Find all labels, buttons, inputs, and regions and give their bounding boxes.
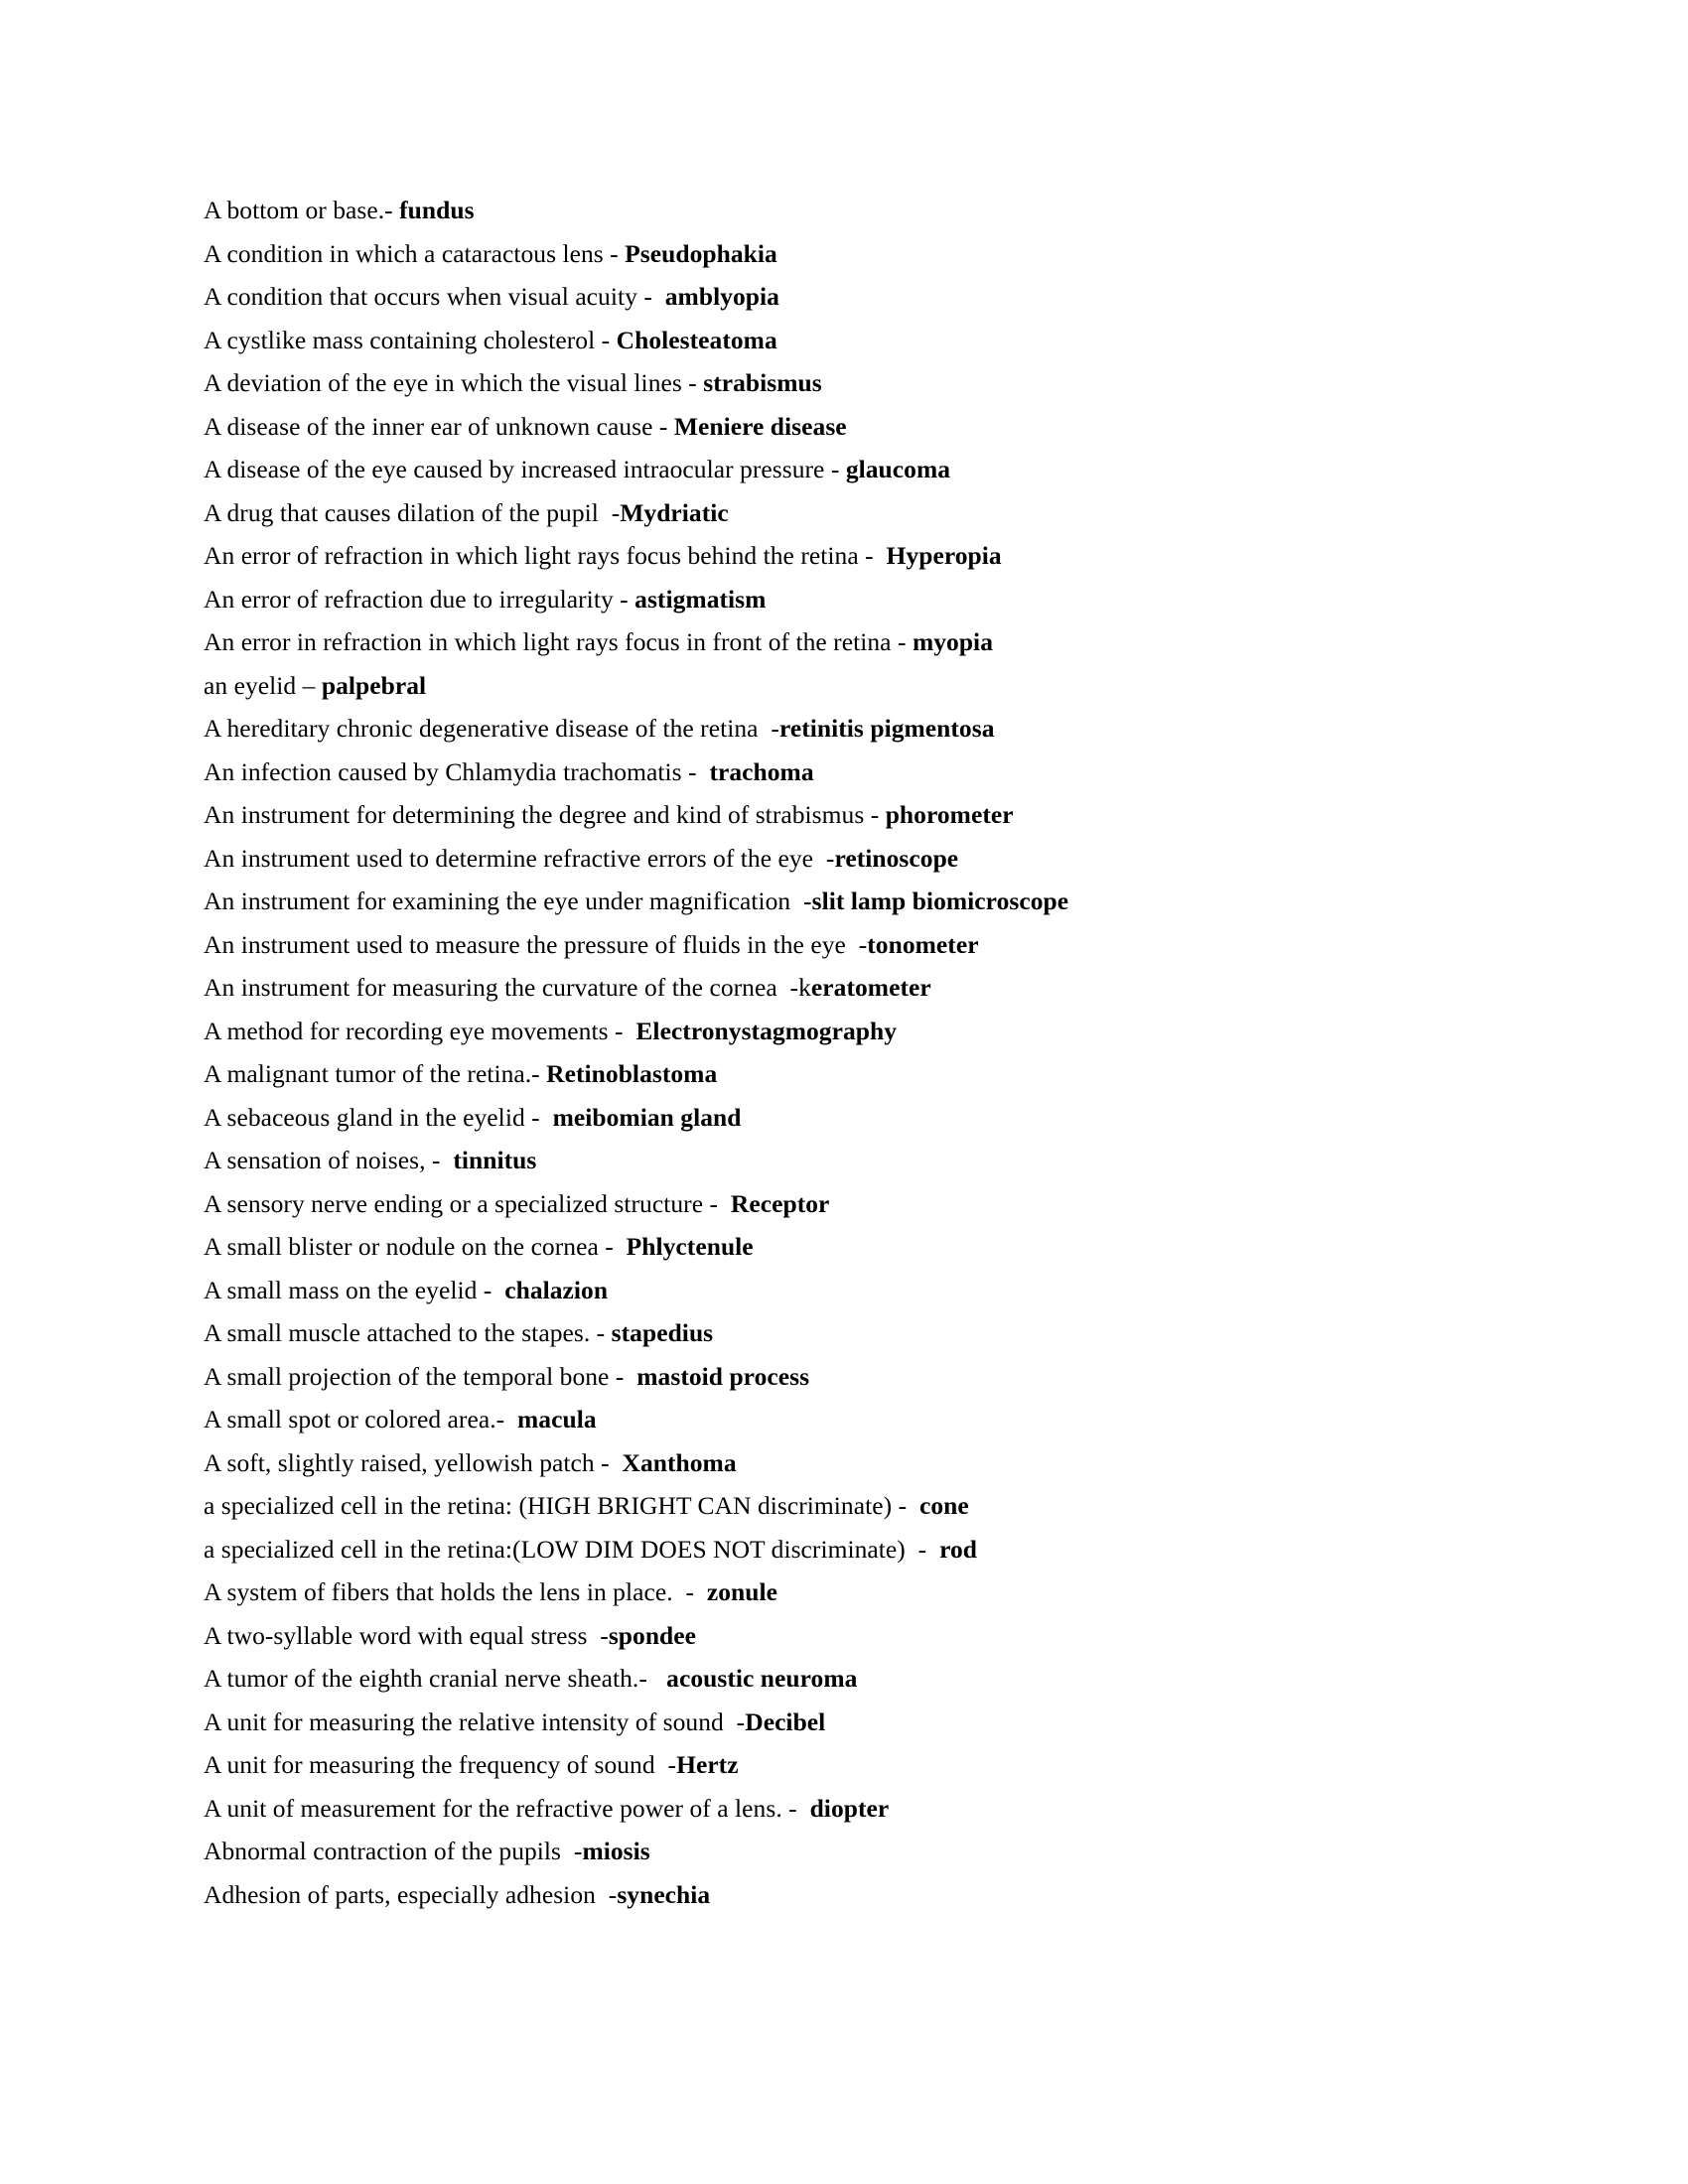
glossary-definition: A two-syllable word with equal stress - [204, 1620, 609, 1650]
glossary-entry [204, 189, 1494, 232]
glossary-term: strabismus [703, 368, 822, 397]
glossary-entry [204, 966, 1494, 1010]
glossary-entry [204, 837, 1494, 881]
glossary-definition: An instrument for determining the degree and kind of strabismus - [204, 800, 886, 829]
glossary-entry [204, 1873, 1494, 1917]
glossary-term: phorometer [885, 800, 1014, 829]
glossary-term: macula [517, 1405, 597, 1433]
glossary-entry [204, 1701, 1494, 1744]
glossary-term: retinoscope [834, 843, 959, 873]
glossary-definition: A method for recording eye movements - [204, 1016, 636, 1045]
glossary-entry [204, 232, 1494, 276]
glossary-entry [204, 1441, 1494, 1485]
glossary-term: meibomian gland [552, 1102, 742, 1132]
glossary-term: retinitis pigmentosa [778, 714, 995, 743]
glossary-definition: A small muscle attached to the stapes. - [204, 1318, 612, 1347]
glossary-definition: An error in refraction in which light rays focus in front of the retina - [204, 627, 913, 656]
glossary-definition: a specialized cell in the retina:(LOW DIM DOES NOT discriminate) - [204, 1534, 940, 1564]
glossary-entry [204, 751, 1494, 794]
glossary-term: Mydriatic [620, 497, 729, 527]
glossary-entry [204, 793, 1494, 837]
glossary-definition: A malignant tumor of the retina.- [204, 1059, 547, 1088]
glossary-term: palpebral [321, 670, 427, 700]
glossary-term: cone [918, 1491, 969, 1520]
glossary-term: Hyperopia [886, 541, 1002, 570]
glossary-definition: A small projection of the temporal bone - [204, 1361, 637, 1391]
glossary-term: eratometer [810, 973, 931, 1002]
glossary-entry [204, 1570, 1494, 1614]
glossary-definition: A soft, slightly raised, yellowish patch - [204, 1447, 623, 1477]
glossary-definition: A disease of the inner ear of unknown cause - [204, 411, 674, 441]
glossary-entry [204, 620, 1494, 664]
glossary-definition: A unit of measurement for the refractive power of a lens. - [204, 1793, 810, 1823]
glossary-entry [204, 1528, 1494, 1571]
glossary-definition: A condition in which a cataractous lens - [204, 238, 626, 268]
glossary-term: Cholesteatoma [616, 325, 777, 354]
glossary-entry [204, 1182, 1494, 1226]
glossary-entry [204, 1139, 1494, 1182]
glossary-definition: A condition that occurs when visual acuity - [204, 282, 665, 311]
glossary-definition: An instrument used to measure the pressure of fluids in the eye - [204, 929, 868, 959]
glossary-entry [204, 923, 1494, 967]
glossary-definition: Abnormal contraction of the pupils - [204, 1837, 583, 1865]
glossary-entry [204, 1657, 1494, 1701]
glossary-term: diopter [809, 1793, 890, 1823]
glossary-definition: A sebaceous gland in the eyelid - [204, 1102, 553, 1132]
glossary-definition: An error of refraction in which light rays focus behind the retina - [204, 541, 887, 570]
glossary-definition: A small blister or nodule on the cornea - [204, 1232, 627, 1261]
glossary-term: Hertz [676, 1750, 739, 1779]
glossary-term: myopia [912, 627, 993, 656]
glossary-entry [204, 1398, 1494, 1441]
glossary-term: rod [939, 1534, 978, 1564]
glossary-term: Xanthoma [622, 1447, 737, 1477]
glossary-entry [204, 1787, 1494, 1831]
glossary-term: acoustic neuroma [666, 1664, 858, 1693]
glossary-definition: A deviation of the eye in which the visual lines - [204, 368, 704, 397]
glossary-definition: An infection caused by Chlamydia trachomatis - [204, 756, 710, 786]
glossary-term: Decibel [745, 1706, 826, 1736]
glossary-definition: A sensation of noises, - [204, 1146, 454, 1174]
glossary-term: Meniere disease [673, 411, 847, 441]
glossary-definition: An error of refraction due to irregularity - [204, 584, 635, 614]
glossary-term: astigmatism [634, 584, 767, 614]
glossary-entry [204, 1355, 1494, 1399]
glossary-term: glaucoma [845, 455, 951, 483]
glossary-entry [204, 664, 1494, 708]
glossary-term: Receptor [730, 1188, 830, 1218]
glossary-entry [204, 361, 1494, 405]
glossary-definition: A tumor of the eighth cranial nerve sheath.- [204, 1664, 667, 1693]
glossary-term: Pseudophakia [625, 238, 777, 268]
glossary-entry [204, 1743, 1494, 1787]
glossary-definition: Adhesion of parts, especially adhesion - [204, 1879, 618, 1909]
glossary-entry [204, 319, 1494, 362]
glossary-definition: A drug that causes dilation of the pupil - [204, 497, 621, 527]
glossary-entry [204, 880, 1494, 923]
glossary-entry [204, 707, 1494, 751]
glossary-term: tinnitus [453, 1146, 537, 1174]
glossary-term: miosis [582, 1837, 650, 1865]
glossary-entry [204, 1269, 1494, 1312]
glossary-definition: A disease of the eye caused by increased intraocular pressure - [204, 455, 846, 483]
glossary-term: Retinoblastoma [546, 1059, 718, 1088]
glossary-definition: An instrument for measuring the curvature of the cornea -k [204, 973, 811, 1002]
glossary-term: slit lamp biomicroscope [811, 887, 1069, 915]
glossary-entry [204, 1225, 1494, 1269]
glossary-entry [204, 1484, 1494, 1528]
glossary-definition: A small mass on the eyelid - [204, 1275, 505, 1304]
glossary-entry [204, 448, 1494, 491]
glossary-term: Electronystagmography [635, 1016, 898, 1045]
glossary-entry [204, 578, 1494, 621]
glossary-definition: A unit for measuring the relative intensity of sound - [204, 1706, 746, 1736]
glossary-definition: An instrument for examining the eye under magnification - [204, 887, 812, 915]
glossary-list [204, 189, 1494, 1916]
glossary-term: mastoid process [636, 1361, 810, 1391]
glossary-entry [204, 1052, 1494, 1096]
glossary-entry [204, 275, 1494, 319]
glossary-term: trachoma [709, 756, 814, 786]
glossary-definition: A sensory nerve ending or a specialized structure - [204, 1188, 731, 1218]
glossary-definition: A small spot or colored area.- [204, 1405, 518, 1433]
glossary-definition: a specialized cell in the retina: (HIGH BRIGHT CAN discriminate) - [204, 1491, 919, 1520]
glossary-term: zonule [706, 1577, 778, 1606]
glossary-entry [204, 534, 1494, 578]
glossary-definition: An instrument used to determine refractive errors of the eye - [204, 843, 835, 873]
glossary-term: tonometer [867, 929, 979, 959]
glossary-term: fundus [399, 196, 475, 224]
glossary-term: spondee [608, 1620, 697, 1650]
glossary-entry [204, 1010, 1494, 1053]
glossary-definition: an eyelid – [204, 670, 322, 700]
glossary-definition: A hereditary chronic degenerative disease of the retina - [204, 714, 779, 743]
glossary-definition: A cystlike mass containing cholesterol - [204, 325, 617, 354]
glossary-definition: A bottom or base.- [204, 196, 400, 224]
glossary-definition: A unit for measuring the frequency of sound - [204, 1750, 677, 1779]
glossary-entry [204, 405, 1494, 449]
glossary-term: synechia [617, 1879, 711, 1909]
glossary-term: amblyopia [664, 282, 779, 311]
glossary-entry [204, 1311, 1494, 1355]
glossary-definition: A system of fibers that holds the lens in place. - [204, 1577, 707, 1606]
glossary-entry [204, 1096, 1494, 1140]
glossary-term: Phlyctenule [626, 1232, 754, 1261]
glossary-term: stapedius [611, 1318, 714, 1347]
glossary-entry [204, 491, 1494, 535]
glossary-term: chalazion [504, 1275, 609, 1304]
glossary-entry [204, 1614, 1494, 1658]
glossary-entry [204, 1830, 1494, 1873]
